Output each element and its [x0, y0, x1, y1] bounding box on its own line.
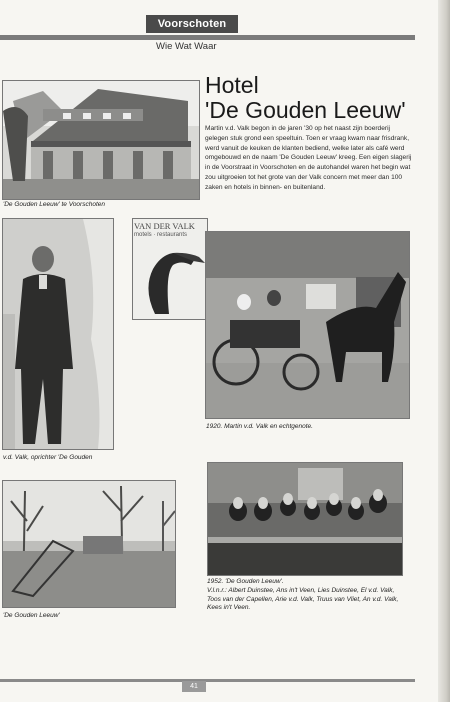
page-number: 41 — [182, 681, 206, 692]
logo-text-line1: VAN DER VALK — [134, 221, 195, 231]
caption-carriage: 1920. Martin v.d. Valk en echtgenote. — [206, 423, 313, 430]
title-line-1: Hotel — [205, 72, 259, 98]
logo-text-line2: motels · restaurants — [134, 232, 188, 238]
photo-bar — [207, 462, 403, 576]
caption-bar-names: V.l.n.r.: Albert Duinstee, Ans in't Veen, Lies Duinstee, El v.d. Valk, Toos van der Capellen, Arie v.d. Valk, Truus van Vliet, An v.d. Valk, Kees in't Veen. — [207, 587, 399, 611]
article-body: Martin v.d. Valk begon in de jaren '30 op het naast zijn boerderij gelegen stuk grond een speeltuin. Toen er vraag kwam naar frisdrank, werd vanuit de keuken de klanten bediend, welke later als café werd omgebouwd en de naam 'De Gouden Leeuw' kreeg. Een eigen slagerij in de Voorstraat in Voorschoten en de autohandel waren het begin wat zou uitgroeien tot het grote van der Valk concern met meer dan 100 zaken en hotels in binnen- en buitenland. — [205, 125, 412, 191]
caption-founder: v.d. Valk, oprichter 'De Gouden — [3, 454, 93, 461]
page-edge — [438, 0, 450, 702]
article-title — [205, 73, 410, 123]
caption-hotel: 'De Gouden Leeuw' te Voorschoten — [3, 201, 105, 208]
photo-hotel — [2, 80, 200, 200]
title-line-2: 'De Gouden Leeuw' — [205, 97, 406, 123]
caption-bar-title: 1952. 'De Gouden Leeuw'. — [207, 578, 284, 585]
photo-founder — [2, 218, 114, 450]
photo-park — [2, 480, 176, 608]
section-tag: Voorschoten — [146, 15, 238, 33]
page-subtitle: Wie Wat Waar — [156, 41, 217, 52]
photo-carriage — [205, 231, 410, 419]
footer-rule — [0, 679, 415, 682]
caption-park: 'De Gouden Leeuw' — [3, 612, 60, 619]
header-rule — [0, 35, 415, 40]
